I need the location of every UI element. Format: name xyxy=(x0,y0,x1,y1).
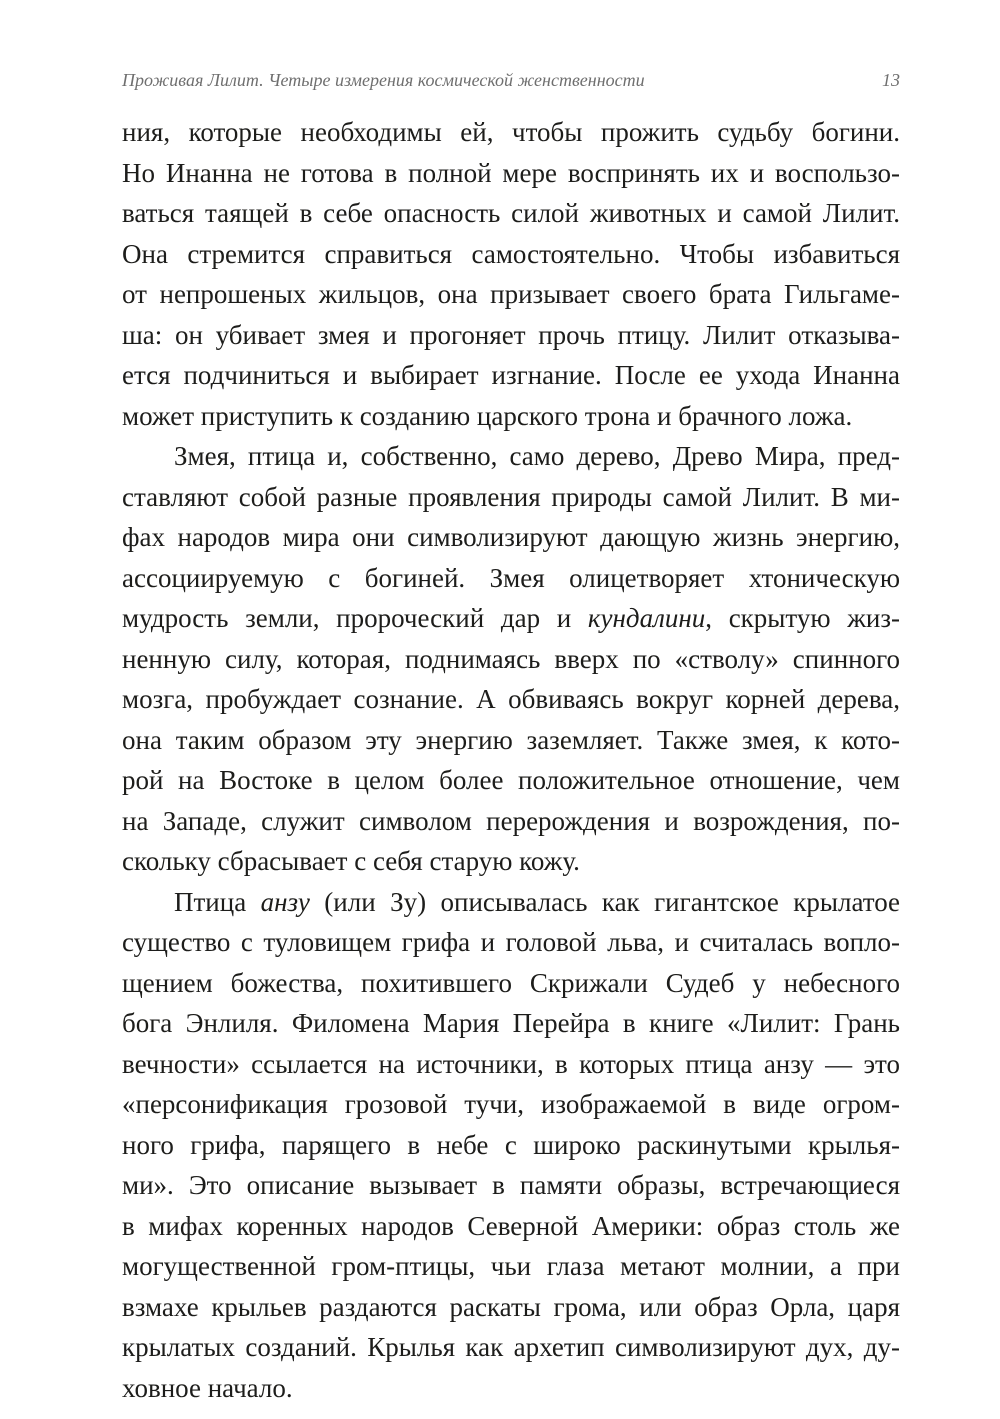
text-line: ми». Это описание вызывает в памяти образы, встречающиеся xyxy=(122,1170,900,1200)
text-line: может приступить к созданию царского трона и брачного ложа. xyxy=(122,400,853,431)
text-line: могущественной гром-птицы, чьи глаза метают молнии, а при xyxy=(122,1251,900,1281)
text-line: ненную силу, которая, поднимаясь вверх по «стволу» спинного xyxy=(122,643,900,674)
running-header xyxy=(122,70,900,98)
page-number: 13 xyxy=(882,70,900,90)
text-line: бога Энлиля. Филомена Мария Перейра в книге «Лилит: Грань xyxy=(122,1008,900,1038)
text-line: ваться таящей в себе опасность силой животных и самой Лилит. xyxy=(122,198,900,228)
paragraph xyxy=(122,112,900,436)
text-line: Змея, птица и, собственно, само дерево, Древо Мира, пред- xyxy=(174,441,900,471)
text-line: Но Инанна не готова в полной мере воспринять их и воспользо- xyxy=(122,157,900,188)
text-line: Она стремится справиться самостоятельно. Чтобы избавиться xyxy=(122,238,900,269)
text-line: Птица анзу (или Зу) описывалась как гигантское крылатое xyxy=(174,886,901,917)
italic-term: кундалини xyxy=(587,603,706,633)
text-line: она таким образом эту энергию заземляет. Также змея, к кото- xyxy=(122,724,900,755)
text-line: взмахе крыльев раздаются раскаты грома, или образ Орла, царя xyxy=(122,1291,900,1322)
text-line: ния, которые необходимы ей, чтобы прожить судьбу богини. xyxy=(122,117,900,147)
text-line: вечности» ссылается на источники, в которых птица анзу — это xyxy=(122,1048,900,1079)
text-line: рой на Востоке в целом более положительное отношение, чем xyxy=(122,765,900,795)
text-line: скольку сбрасывает с себя старую кожу. xyxy=(122,846,580,876)
text-line: крылатых созданий. Крылья как архетип символизируют дух, ду- xyxy=(122,1332,900,1362)
text-line: «персонификация грозовой тучи, изображаемой в виде огром- xyxy=(122,1089,900,1119)
italic-term: анзу xyxy=(260,886,310,917)
text-line: ется подчиниться и выбирает изгнание. После ее ухода Инанна xyxy=(122,360,900,390)
text-line: существо с туловищем грифа и головой льва, и считалась вопло- xyxy=(122,927,900,957)
text-line: от непрошеных жильцов, она призывает своего брата Гильгаме- xyxy=(122,279,900,309)
text-line: ставляют собой разные проявления природы самой Лилит. В ми- xyxy=(122,481,900,512)
text-line: ша: он убивает змея и прогоняет прочь птицу. Лилит отказыва- xyxy=(122,319,900,350)
text-line: щением божества, похитившего Скрижали Судеб у небесного xyxy=(122,967,900,998)
paragraph xyxy=(122,882,900,1409)
text-line: на Западе, служит символом перерождения и возрождения, по- xyxy=(122,805,900,836)
text-line: ного грифа, парящего в небе с широко раскинутыми крылья- xyxy=(122,1129,900,1160)
body-text xyxy=(122,112,900,1408)
text-line: фах народов мира они символизируют дающую жизнь энергию, xyxy=(122,522,900,552)
text-line: в мифах коренных народов Северной Америки: образ столь же xyxy=(122,1210,900,1241)
text-line: мозга, пробуждает сознание. А обвиваясь вокруг корней дерева, xyxy=(122,684,900,714)
paragraph xyxy=(122,436,900,882)
running-header-title: Проживая Лилит. Четыре измерения космической женственности xyxy=(122,70,645,90)
text-line: ховное начало. xyxy=(122,1372,293,1403)
text-line: ассоциируемую с богиней. Змея олицетворяет хтоническую xyxy=(122,562,900,593)
text-line: мудрость земли, пророческий дар и кундалини, скрытую жиз- xyxy=(122,603,900,633)
